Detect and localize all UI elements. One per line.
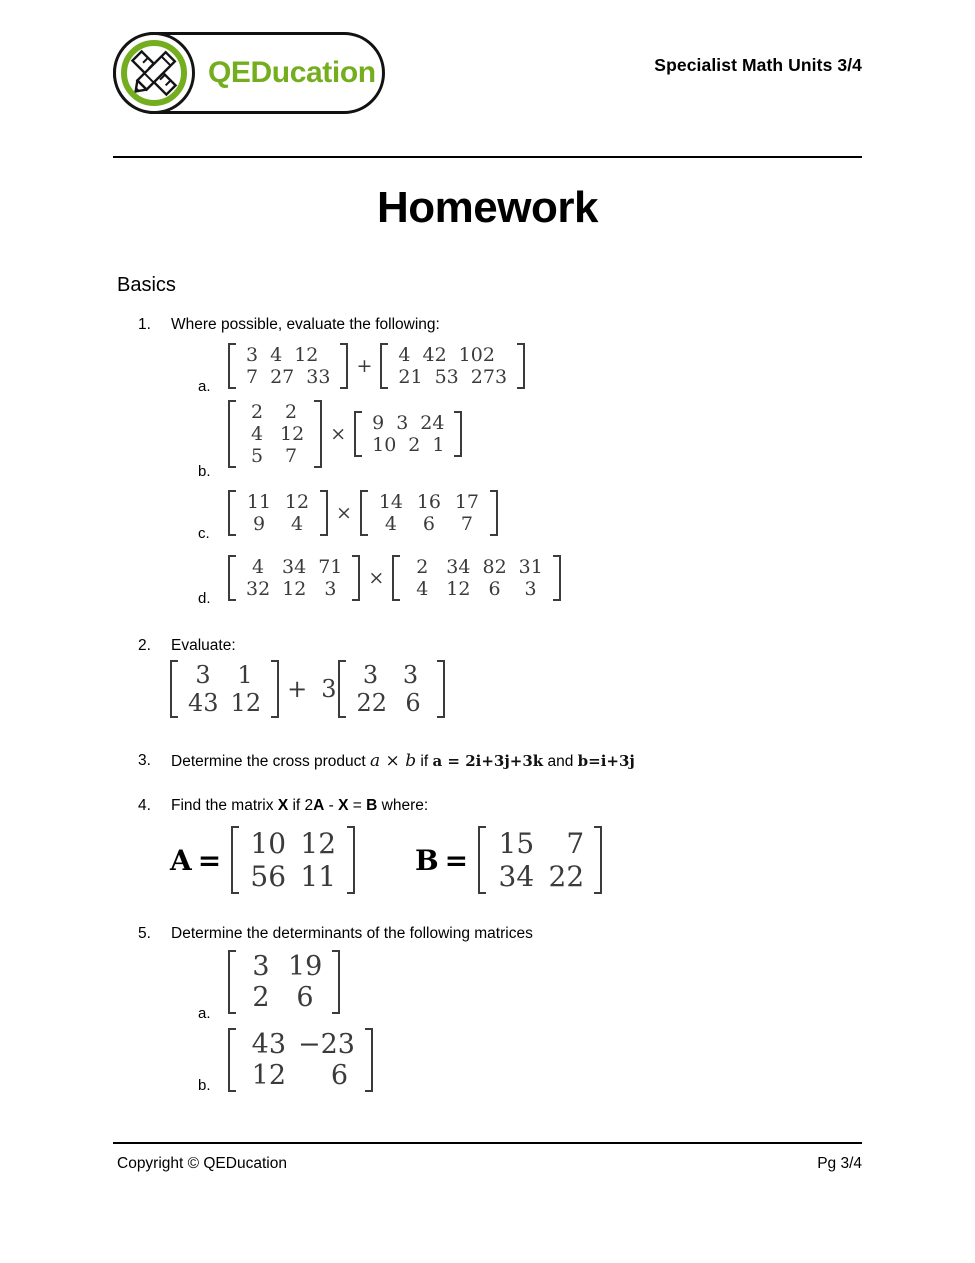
cell: 19: [288, 951, 323, 982]
bracket-left: [228, 490, 236, 536]
question-3-number: 3.: [138, 752, 151, 769]
bracket-left: [228, 400, 236, 468]
operator-q1a: +: [356, 355, 373, 377]
math-q1d: [228, 553, 561, 603]
cell: 22: [548, 860, 585, 893]
bracket-right: [490, 490, 498, 536]
vector-b-definition: b=i+3j: [577, 752, 635, 770]
header-divider: [113, 156, 862, 158]
cell: 12: [294, 344, 319, 366]
subject-title: Specialist Math Units 3/4: [654, 55, 862, 75]
question-2-text: Evaluate:: [171, 637, 236, 654]
bracket-left: [478, 826, 486, 894]
cell: 3: [252, 951, 270, 982]
bracket-left: [228, 1028, 236, 1092]
cell: 34: [446, 556, 471, 578]
matrix-a-equals: =: [197, 843, 222, 877]
cell: 12: [284, 491, 310, 513]
math-q2: [170, 658, 445, 720]
cell: 16: [416, 491, 442, 513]
matrix-q1b-left: [228, 398, 322, 470]
cell: 273: [470, 366, 508, 388]
bracket-right: [314, 400, 322, 468]
cell: 42: [422, 344, 447, 366]
bracket-right: [454, 411, 462, 457]
cell: 71: [318, 556, 343, 578]
q4-seg-X1: X: [277, 797, 289, 814]
cell: 27: [270, 366, 295, 388]
bracket-right: [365, 1028, 373, 1092]
bracket-left: [228, 950, 236, 1014]
footer-copyright: Copyright © QEDucation: [117, 1155, 287, 1172]
cell: 2: [416, 556, 429, 578]
cell: 10: [372, 434, 397, 456]
math-q1b: [228, 398, 462, 470]
cell: 6: [488, 578, 501, 600]
math-q1a: [228, 341, 525, 391]
cell: 21: [398, 366, 423, 388]
operator-q1c: ×: [336, 502, 352, 524]
bracket-right: [352, 555, 360, 601]
bracket-left: [360, 490, 368, 536]
bracket-left: [170, 660, 178, 718]
q4-seg-X2: X: [338, 797, 349, 814]
cell: 14: [378, 491, 404, 513]
cell: 102: [458, 344, 495, 366]
q4-seg-B: B: [366, 797, 378, 814]
bracket-left: [380, 343, 388, 389]
matrix-q1d-right: [392, 553, 561, 603]
section-heading: Basics: [117, 274, 176, 296]
q4-seg-8: where:: [377, 797, 429, 814]
cell: 12: [280, 423, 305, 445]
cell: 22: [356, 689, 388, 717]
bracket-right: [332, 950, 340, 1014]
matrix-b: [478, 824, 602, 896]
matrix-q1d-left: [228, 553, 360, 603]
cell: 4: [398, 344, 411, 366]
cell: 82: [482, 556, 507, 578]
cell: 56: [250, 860, 287, 893]
cell: 34: [498, 860, 535, 893]
cross-product-expression: a × b: [370, 751, 417, 771]
cell: 6: [296, 982, 314, 1013]
cell: 11: [300, 860, 337, 893]
cell: 6: [422, 513, 435, 535]
cell: 9: [372, 412, 385, 434]
cell: −23: [298, 1029, 355, 1060]
bracket-right: [517, 343, 525, 389]
math-q1c: [228, 488, 498, 538]
bracket-right: [594, 826, 602, 894]
question-4-number: 4.: [138, 797, 151, 814]
vector-a-definition: a = 2i+3j+3k: [432, 752, 544, 770]
footer-divider: [113, 1142, 862, 1144]
cell: 4: [384, 513, 397, 535]
logo-badge: [113, 32, 195, 114]
matrix-q1a-left: [228, 341, 348, 391]
cell: 11: [246, 491, 272, 513]
scalar-q2: 3: [321, 675, 337, 703]
cell: 4: [251, 556, 265, 578]
bracket-right: [553, 555, 561, 601]
cell: 2: [252, 982, 270, 1013]
page-title: Homework: [377, 183, 598, 232]
cell: 3: [195, 661, 211, 689]
cell: 1: [237, 661, 253, 689]
cell: 7: [460, 513, 473, 535]
cell: 4: [416, 578, 429, 600]
cell: 24: [420, 412, 445, 434]
matrix-b-equals: =: [444, 843, 469, 877]
question-1-text: Where possible, evaluate the following:: [171, 316, 440, 333]
bracket-right: [271, 660, 279, 718]
cell: 17: [454, 491, 480, 513]
cell: 43: [188, 689, 219, 717]
matrix-q1a-right: [380, 341, 525, 391]
q4-seg-6: =: [348, 797, 367, 814]
cell: 34: [282, 556, 307, 578]
cell: 31: [518, 556, 543, 578]
matrix-q1c-right: [360, 488, 498, 538]
footer-page-number: Pg 3/4: [817, 1155, 862, 1172]
matrix-q5a: [228, 948, 340, 1016]
matrix-a: [231, 824, 355, 896]
cell: 4: [290, 513, 304, 535]
cell: 4: [270, 344, 283, 366]
cell: 3: [362, 661, 379, 689]
cell: 3: [324, 578, 337, 600]
question-4-text: [171, 796, 428, 815]
pencil-ruler-icon: [125, 44, 183, 102]
bracket-left: [354, 411, 362, 457]
bracket-right: [340, 343, 348, 389]
matrix-b-label: B: [415, 843, 439, 877]
q4-seg-4: -: [324, 797, 339, 814]
cell: 2: [250, 401, 264, 423]
cell: 12: [230, 689, 262, 717]
question-1-number: 1.: [138, 316, 151, 333]
question-1d-label: d.: [198, 590, 211, 607]
question-5-number: 5.: [138, 925, 151, 942]
question-1b-label: b.: [198, 463, 211, 480]
question-5a-label: a.: [198, 1005, 211, 1022]
cell: 12: [300, 827, 337, 860]
question-3-lead: Determine the cross product: [171, 753, 366, 770]
cell: 9: [252, 513, 266, 535]
cell: 2: [408, 434, 421, 456]
question-3-and: and: [547, 753, 574, 770]
cell: 33: [306, 366, 331, 388]
question-2-number: 2.: [138, 637, 151, 654]
question-1c-label: c.: [198, 525, 210, 542]
cell: 3: [396, 412, 409, 434]
cell: 53: [434, 366, 459, 388]
q4-seg-0: Find the matrix: [171, 797, 278, 814]
cell: 43: [251, 1029, 286, 1060]
question-1a-label: a.: [198, 378, 211, 395]
operator-q1b: ×: [330, 423, 347, 445]
cell: 5: [250, 445, 264, 467]
bracket-left: [228, 343, 236, 389]
math-q4-matrix-a: [170, 824, 355, 896]
matrix-q1b-right: [354, 409, 462, 459]
cell: 4: [250, 423, 264, 445]
cell: 6: [405, 689, 421, 717]
bracket-left: [228, 555, 236, 601]
cell: 12: [251, 1060, 286, 1091]
bracket-left: [338, 660, 346, 718]
q4-seg-A: A: [313, 797, 325, 814]
operator-q1d: ×: [368, 567, 385, 589]
matrix-q2-left: [170, 658, 279, 720]
bracket-right: [437, 660, 445, 718]
cell: 2: [284, 401, 298, 423]
cell: 7: [246, 366, 259, 388]
question-5b-label: b.: [198, 1077, 211, 1094]
bracket-right: [347, 826, 355, 894]
cell: 1: [432, 434, 445, 456]
q4-seg-2: if 2: [288, 797, 314, 814]
matrix-q2-right: [338, 658, 445, 720]
bracket-left: [231, 826, 239, 894]
page-header: [113, 28, 862, 130]
cell: 7: [284, 445, 298, 467]
bracket-left: [392, 555, 400, 601]
cell: 3: [524, 578, 537, 600]
matrix-q5b: [228, 1026, 373, 1094]
brand-logo: [113, 32, 385, 114]
cell: 12: [282, 578, 307, 600]
cell: 10: [250, 827, 287, 860]
math-q5b: [228, 1026, 373, 1094]
question-3-if: if: [420, 753, 429, 770]
matrix-a-label: A: [170, 843, 192, 877]
math-q5a: [228, 948, 340, 1016]
math-q4-matrix-b: [415, 824, 602, 896]
operator-q2: +: [287, 675, 308, 703]
cell: 3: [246, 344, 259, 366]
matrix-q1c-left: [228, 488, 328, 538]
cell: 32: [246, 578, 271, 600]
cell: 15: [498, 827, 535, 860]
question-3-text: [171, 751, 635, 772]
cell: 7: [566, 827, 585, 860]
brand-name: QEDucation: [208, 56, 376, 89]
question-5-text: Determine the determinants of the following matrices: [171, 925, 533, 942]
bracket-right: [320, 490, 328, 536]
cell: 3: [402, 661, 419, 689]
cell: 6: [330, 1060, 348, 1091]
cell: 12: [446, 578, 471, 600]
